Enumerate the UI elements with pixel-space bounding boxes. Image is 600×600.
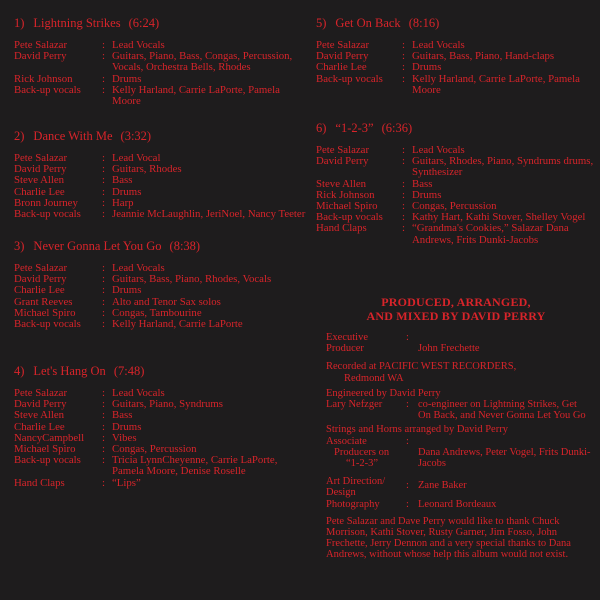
musician-name: Charlie Lee — [14, 284, 65, 297]
colon: : — [406, 498, 409, 510]
musician-role: Alto and Tenor Sax solos — [112, 295, 221, 308]
art-director: Zane Baker — [418, 480, 467, 492]
musician-role: Kelly Harland, Carrie LaPorte — [112, 318, 243, 331]
track-name: Let's Hang On — [33, 364, 106, 378]
musician-role: “Lips” — [112, 476, 141, 489]
colon: : — [102, 318, 105, 331]
track-block — [14, 129, 306, 220]
credit-row — [14, 85, 306, 107]
musician-name: Pete Salazar — [316, 144, 370, 156]
musician-name: Rick Johnson — [316, 188, 375, 201]
producer-label: Producer — [326, 343, 364, 355]
track-duration: (8:16) — [408, 16, 440, 30]
colon: : — [402, 50, 405, 63]
musician-role: Lead Vocals — [412, 39, 465, 51]
musician-name: Hand Claps — [14, 476, 65, 489]
track-title — [14, 16, 306, 31]
musician-name: Steve Allen — [14, 409, 65, 422]
musician-role: Guitars, Bass, Piano, Hand-claps — [412, 50, 555, 63]
musician-role: Kelly Harland, Carrie LaPorte, Pamela Moore — [412, 72, 580, 96]
track-name: Lightning Strikes — [33, 16, 121, 30]
photography-row — [326, 499, 592, 510]
musician-name: David Perry — [14, 163, 67, 176]
credit-row — [14, 410, 306, 421]
credit-row — [14, 209, 306, 220]
musician-role: Lead Vocal — [112, 152, 161, 164]
track-block — [14, 364, 306, 489]
colon: : — [102, 431, 105, 444]
musician-role: Lead Vocals — [412, 144, 465, 156]
colon: : — [402, 177, 405, 190]
colon: : — [102, 409, 105, 422]
musician-role: Guitars, Rhodes — [112, 163, 182, 176]
colon: : — [402, 222, 405, 235]
musician-name: Back-up vocals — [14, 318, 81, 331]
colon: : — [402, 144, 405, 156]
musician-role: Drums — [412, 188, 442, 201]
musician-role: Bass — [412, 177, 433, 190]
track-number: 3) — [14, 239, 25, 253]
musician-name: David Perry — [14, 398, 67, 411]
musician-role: Lead Vocals — [112, 387, 165, 399]
associate-label: Associate — [326, 435, 367, 447]
colon: : — [102, 454, 105, 467]
credit-row — [316, 62, 596, 73]
colon: : — [102, 72, 105, 85]
photography-label: Photography — [326, 498, 380, 510]
colon: : — [402, 200, 405, 213]
recorded-line-1: Recorded at PACIFIC WEST RECORDERS, — [326, 361, 517, 373]
producers-on-label: Producers on — [334, 446, 390, 458]
musician-role: Lead Vocals — [112, 39, 165, 51]
musician-name: David Perry — [14, 50, 67, 63]
colon: : — [102, 306, 105, 319]
musician-name: Steve Allen — [14, 174, 65, 187]
musician-name: Back-up vocals — [316, 72, 383, 85]
credit-row — [316, 223, 596, 245]
track-duration: (6:36) — [381, 121, 413, 135]
colon: : — [102, 420, 105, 433]
colon: : — [102, 185, 105, 198]
track-title — [316, 121, 596, 136]
musician-role: Bass — [112, 409, 133, 422]
production-heading-line-1: PRODUCED, ARRANGED, — [381, 295, 531, 309]
musician-role: Vibes — [112, 431, 137, 444]
strings-and-horns: Strings and Horns arranged by David Perry — [326, 424, 508, 436]
colon: : — [102, 174, 105, 187]
musician-role: “Grandma's Cookies,” Salazar Dana Andrews, Frits Dunki-Jacobs — [412, 222, 569, 246]
credit-row — [316, 156, 596, 178]
photographer: Leonard Bordeaux — [418, 498, 497, 510]
credit-row — [14, 175, 306, 186]
colon: : — [102, 196, 105, 209]
colon: : — [402, 39, 405, 51]
musician-name: Bronn Journey — [14, 196, 78, 209]
co-engineer-role: co-engineer on Lightning Strikes, Get On Back, and Never Gonna Let You Go — [418, 399, 586, 422]
production-heading-line-2: AND MIXED BY DAVID PERRY — [366, 308, 546, 323]
credit-row — [14, 478, 306, 489]
musician-role: Drums — [112, 284, 142, 297]
musician-name: Steve Allen — [316, 177, 367, 190]
colon: : — [406, 399, 409, 411]
track-block — [316, 16, 596, 96]
colon: : — [102, 208, 105, 221]
colon: : — [102, 476, 105, 489]
colon: : — [402, 155, 405, 168]
production-heading — [316, 296, 596, 323]
colon: : — [102, 398, 105, 411]
colon: : — [102, 262, 105, 274]
associate-producers: Dana Andrews, Peter Vogel, Frits Dunki-Jacobs — [418, 446, 591, 469]
musician-role: Drums — [112, 420, 142, 433]
musician-name: Back-up vocals — [14, 83, 81, 96]
musician-role: Drums — [112, 72, 142, 85]
track-block — [14, 16, 306, 107]
musician-role: Congas, Percussion — [412, 200, 497, 213]
musician-name: Back-up vocals — [14, 454, 81, 467]
track-name: “1-2-3” — [335, 121, 374, 135]
musician-role: Kathy Hart, Kathi Stover, Shelley Vogel — [412, 211, 586, 224]
musician-name: Michael Spiro — [14, 306, 76, 319]
musician-role: Lead Vocals — [112, 262, 165, 274]
musician-name: Charlie Lee — [14, 185, 65, 198]
track-number: 1) — [14, 16, 25, 30]
associate-track-label: “1-2-3” — [346, 458, 379, 470]
credit-row — [316, 74, 596, 96]
musician-name: Pete Salazar — [14, 387, 68, 399]
musician-role: Congas, Tambourine — [112, 306, 202, 319]
colon: : — [102, 163, 105, 176]
musician-role: Tricia LynnCheyenne, Carrie LaPorte, Pamela Moore, Denise Roselle — [112, 454, 278, 478]
executive-label: Executive — [326, 332, 368, 343]
colon: : — [402, 61, 405, 74]
art-direction-row — [326, 476, 592, 498]
recorded-line-2: Redmond WA — [344, 372, 404, 384]
design-label: Design — [326, 487, 356, 499]
credit-row — [14, 319, 306, 330]
musician-name: Charlie Lee — [14, 420, 65, 433]
musician-role: Harp — [112, 196, 134, 209]
colon: : — [406, 332, 409, 343]
colon: : — [406, 480, 409, 492]
musician-role: Guitars, Bass, Piano, Rhodes, Vocals — [112, 273, 272, 286]
co-engineer-name: Lary Nefzger — [326, 399, 383, 411]
track-number: 2) — [14, 129, 25, 143]
track-duration: (3:32) — [120, 129, 152, 143]
track-title — [14, 364, 306, 379]
track-name: Never Gonna Let You Go — [33, 239, 162, 253]
musician-role: Guitars, Piano, Bass, Congas, Percussion, Vocals, Orchestra Bells, Rhodes — [112, 50, 293, 74]
track-number: 6) — [316, 121, 327, 135]
musician-name: David Perry — [316, 50, 369, 63]
track-title — [14, 129, 306, 144]
musician-name: David Perry — [316, 155, 369, 168]
musician-role: Guitars, Rhodes, Piano, Syndrums drums, Synthesizer — [412, 155, 594, 179]
production-credits — [326, 332, 592, 561]
track-number: 4) — [14, 364, 25, 378]
credit-row — [14, 285, 306, 296]
musician-role: Kelly Harland, Carrie LaPorte, Pamela Moore — [112, 83, 280, 108]
credit-row — [14, 455, 306, 477]
associate-producers-row — [326, 436, 592, 470]
credit-row — [14, 51, 306, 73]
track-number: 5) — [316, 16, 327, 30]
track-duration: (6:24) — [128, 16, 160, 30]
colon: : — [406, 435, 409, 447]
musician-name: NancyCampbell — [14, 431, 85, 444]
colon: : — [102, 295, 105, 308]
musician-name: Rick Johnson — [14, 72, 73, 85]
track-name: Dance With Me — [33, 129, 113, 143]
musician-name: Pete Salazar — [14, 152, 68, 164]
engineered-by: Engineered by David Perry — [326, 387, 441, 399]
musician-name: Pete Salazar — [14, 262, 68, 274]
colon: : — [102, 39, 105, 51]
musician-name: Pete Salazar — [316, 39, 370, 51]
musician-name: Grant Reeves — [14, 295, 73, 308]
track-block — [14, 239, 306, 330]
musician-name: Charlie Lee — [316, 61, 367, 74]
colon: : — [102, 273, 105, 286]
colon: : — [402, 211, 405, 224]
musician-name: Back-up vocals — [316, 211, 383, 224]
musician-role: Drums — [412, 61, 442, 74]
musician-name: Michael Spiro — [316, 200, 378, 213]
musician-name: David Perry — [14, 273, 67, 286]
musician-name: Hand Claps — [316, 222, 367, 235]
track-block — [316, 121, 596, 246]
musician-name: Back-up vocals — [14, 208, 81, 221]
musician-role: Guitars, Piano, Syndrums — [112, 398, 223, 411]
colon: : — [402, 188, 405, 201]
musician-role: Bass — [112, 174, 133, 187]
musician-role: Congas, Percussion — [112, 443, 197, 456]
colon: : — [102, 284, 105, 297]
executive-producer-name: John Frechette — [418, 343, 480, 354]
track-title — [14, 239, 306, 254]
co-engineer-row — [326, 399, 592, 421]
colon: : — [102, 443, 105, 456]
art-direction-label: Art Direction/ — [326, 476, 386, 488]
musician-role: Jeannie McLaughlin, JeriNoel, Nancy Teeter — [112, 208, 306, 221]
track-title — [316, 16, 596, 31]
executive-producer-row — [326, 332, 592, 354]
colon: : — [102, 50, 105, 63]
track-duration: (8:38) — [169, 239, 201, 253]
colon: : — [402, 72, 405, 85]
colon: : — [102, 83, 105, 96]
track-name: Get On Back — [335, 16, 401, 30]
musician-name: Pete Salazar — [14, 39, 68, 51]
colon: : — [102, 152, 105, 164]
colon: : — [102, 387, 105, 399]
thank-you-note: Pete Salazar and Dave Perry would like to thank Chuck Morrison, Kathi Stover, Rusty Garner, Jim Fosso, John Frechette, Jerry Dennon and a very special thanks to Dana Andrews, without whose help this album would not exist. — [326, 515, 571, 561]
track-duration: (7:48) — [113, 364, 145, 378]
musician-name: Michael Spiro — [14, 443, 76, 456]
musician-role: Drums — [112, 185, 142, 198]
